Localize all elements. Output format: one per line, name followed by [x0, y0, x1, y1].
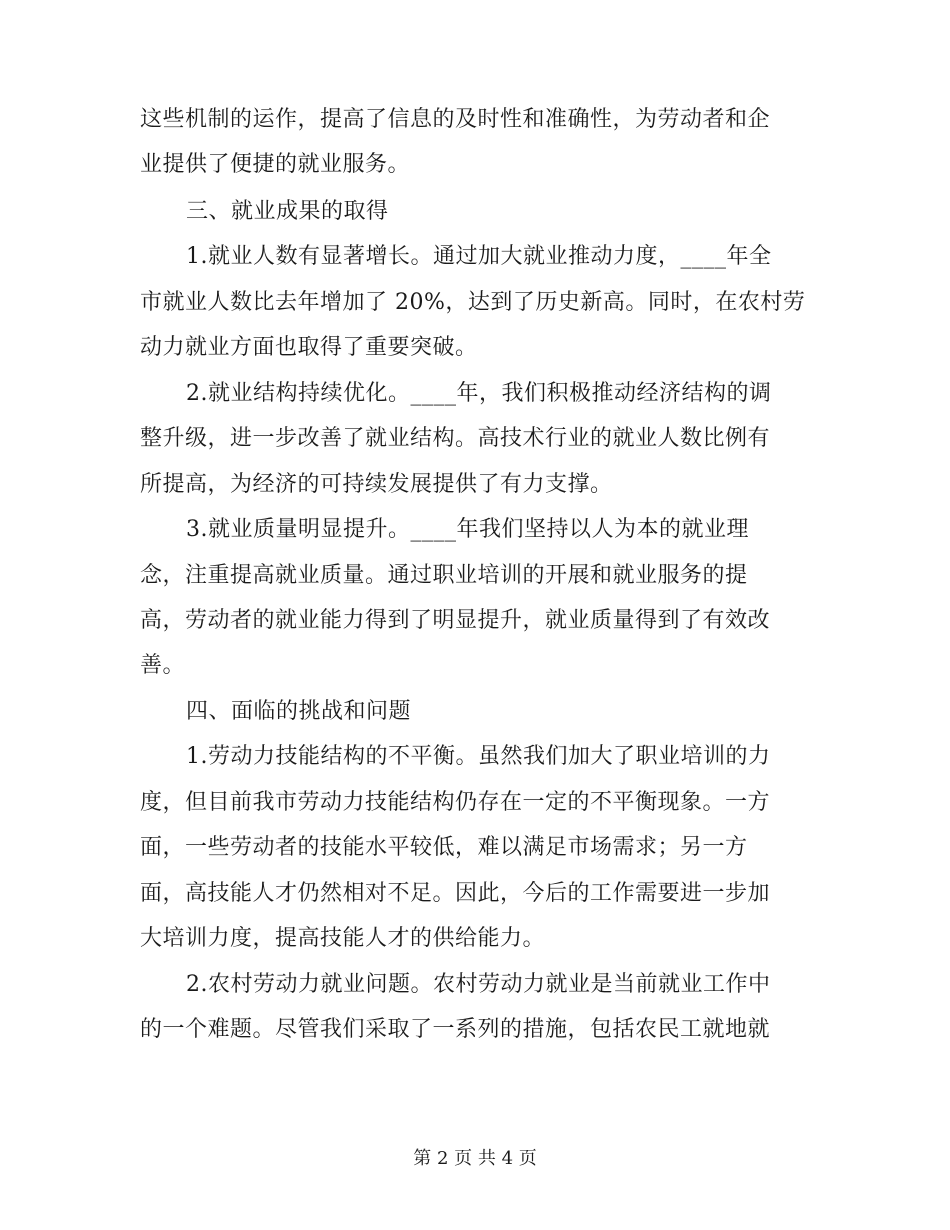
- text-line: 2.就业结构持续优化。____年，我们积极推动经济结构的调: [186, 381, 772, 406]
- text-line: 3.就业质量明显提升。____年我们坚持以人为本的就业理: [186, 517, 749, 542]
- text-line: 的一个难题。尽管我们采取了一系列的措施，包括农民工就地就: [140, 1017, 771, 1042]
- text-line: 这些机制的运作，提高了信息的及时性和准确性，为劳动者和企: [140, 107, 771, 132]
- text-line: 面，一些劳动者的技能水平较低，难以满足市场需求；另一方: [140, 835, 748, 860]
- section-heading-challenges: 四、面临的挑战和问题: [186, 699, 412, 724]
- text-line: 市就业人数比去年增加了 20%，达到了历史新高。同时，在农村劳: [140, 290, 806, 315]
- text-line: 所提高，为经济的可持续发展提供了有力支撑。: [140, 472, 613, 497]
- text-line: 业提供了便捷的就业服务。: [140, 152, 411, 177]
- text-line: 善。: [140, 653, 186, 678]
- text-line: 念，注重提高就业质量。通过职业培训的开展和就业服务的提: [140, 563, 748, 588]
- page-number-footer: 第 2 页 共 4 页: [413, 1148, 537, 1169]
- text-line: 动力就业方面也取得了重要突破。: [140, 335, 478, 360]
- text-line: 面，高技能人才仍然相对不足。因此，今后的工作需要进一步加: [140, 881, 771, 906]
- text-line: 1.就业人数有显著增长。通过加大就业推动力度，____年全: [186, 244, 772, 269]
- text-line: 1.劳动力技能结构的不平衡。虽然我们加大了职业培训的力: [186, 744, 771, 769]
- text-line: 高，劳动者的就业能力得到了明显提升，就业质量得到了有效改: [140, 608, 771, 633]
- section-heading-results: 三、就业成果的取得: [186, 199, 389, 224]
- text-line: 大培训力度，提高技能人才的供给能力。: [140, 926, 546, 951]
- text-line: 度，但目前我市劳动力技能结构仍存在一定的不平衡现象。一方: [140, 790, 771, 815]
- text-line: 2.农村劳动力就业问题。农村劳动力就业是当前就业工作中: [186, 972, 771, 997]
- text-line: 整升级，进一步改善了就业结构。高技术行业的就业人数比例有: [140, 426, 771, 451]
